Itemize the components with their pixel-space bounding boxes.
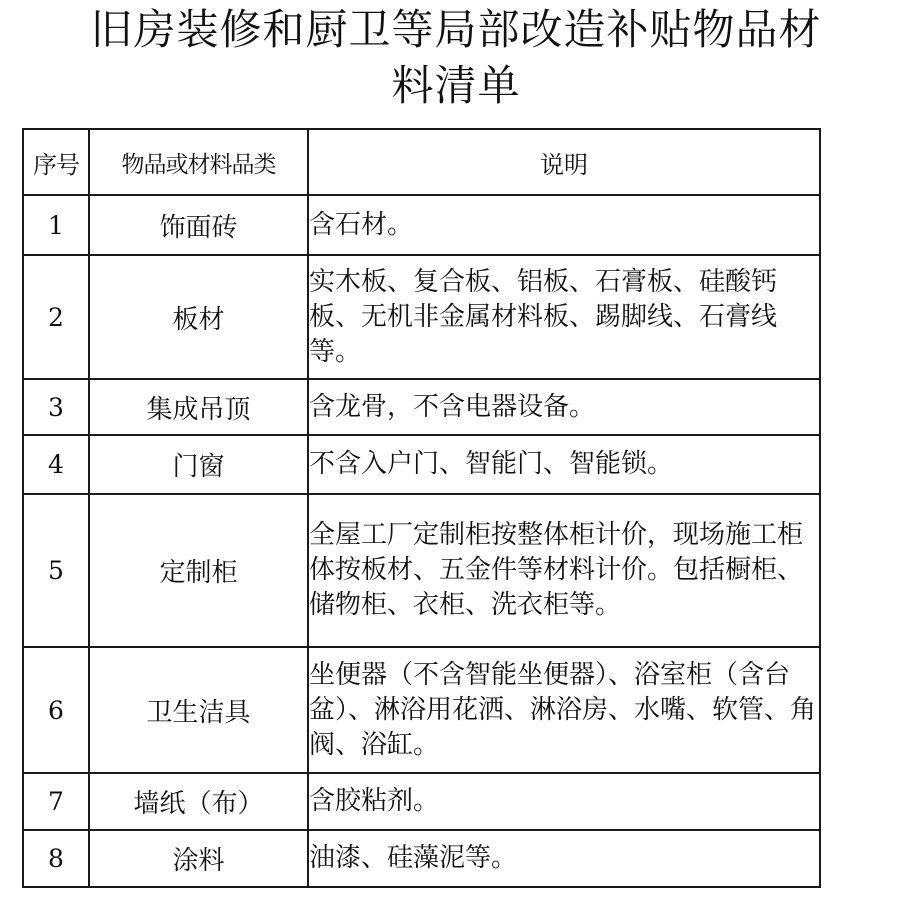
header-index: 序号 [23,129,89,195]
document-title-line-2: 料清单 [391,61,521,110]
row-category: 门窗 [89,435,308,494]
row-description: 不含入户门、智能门、智能锁。 [308,435,820,494]
row-category: 饰面砖 [89,195,308,255]
table-row [23,255,820,379]
row-index: 2 [23,255,89,379]
header-category: 物品或材料品类 [89,129,308,195]
row-category: 板材 [89,255,308,379]
row-index: 3 [23,379,89,435]
row-category: 卫生洁具 [89,647,308,773]
row-category: 集成吊顶 [89,379,308,435]
row-index: 1 [23,195,89,255]
table-row [23,494,820,647]
document-title [0,2,912,114]
row-description: 含胶粘剂。 [308,773,820,830]
row-index: 8 [23,830,89,887]
table-row [23,773,820,830]
table-row [23,379,820,435]
row-description: 含龙骨，不含电器设备。 [308,379,820,435]
table-header-row [23,129,820,195]
materials-table [22,128,821,888]
document-title-line-1: 旧房装修和厨卫等局部改造补贴物品材 [90,5,822,54]
row-category: 涂料 [89,830,308,887]
row-index: 7 [23,773,89,830]
row-index: 4 [23,435,89,494]
row-description: 含石材。 [308,195,820,255]
row-description: 全屋工厂定制柜按整体柜计价，现场施工柜体按板材、五金件等材料计价。包括橱柜、储物柜、衣柜、洗衣柜等。 [308,494,820,647]
row-description: 坐便器（不含智能坐便器）、浴室柜（含台盆）、淋浴用花洒、淋浴房、水嘴、软管、角阀、浴缸。 [308,647,820,773]
row-description: 油漆、硅藻泥等。 [308,830,820,887]
table-row [23,435,820,494]
table-row [23,647,820,773]
row-category: 墙纸（布） [89,773,308,830]
row-description: 实木板、复合板、铝板、石膏板、硅酸钙板、无机非金属材料板、踢脚线、石膏线等。 [308,255,820,379]
header-description: 说明 [308,129,820,195]
table-row [23,195,820,255]
row-index: 5 [23,494,89,647]
table-row [23,830,820,887]
row-category: 定制柜 [89,494,308,647]
row-index: 6 [23,647,89,773]
